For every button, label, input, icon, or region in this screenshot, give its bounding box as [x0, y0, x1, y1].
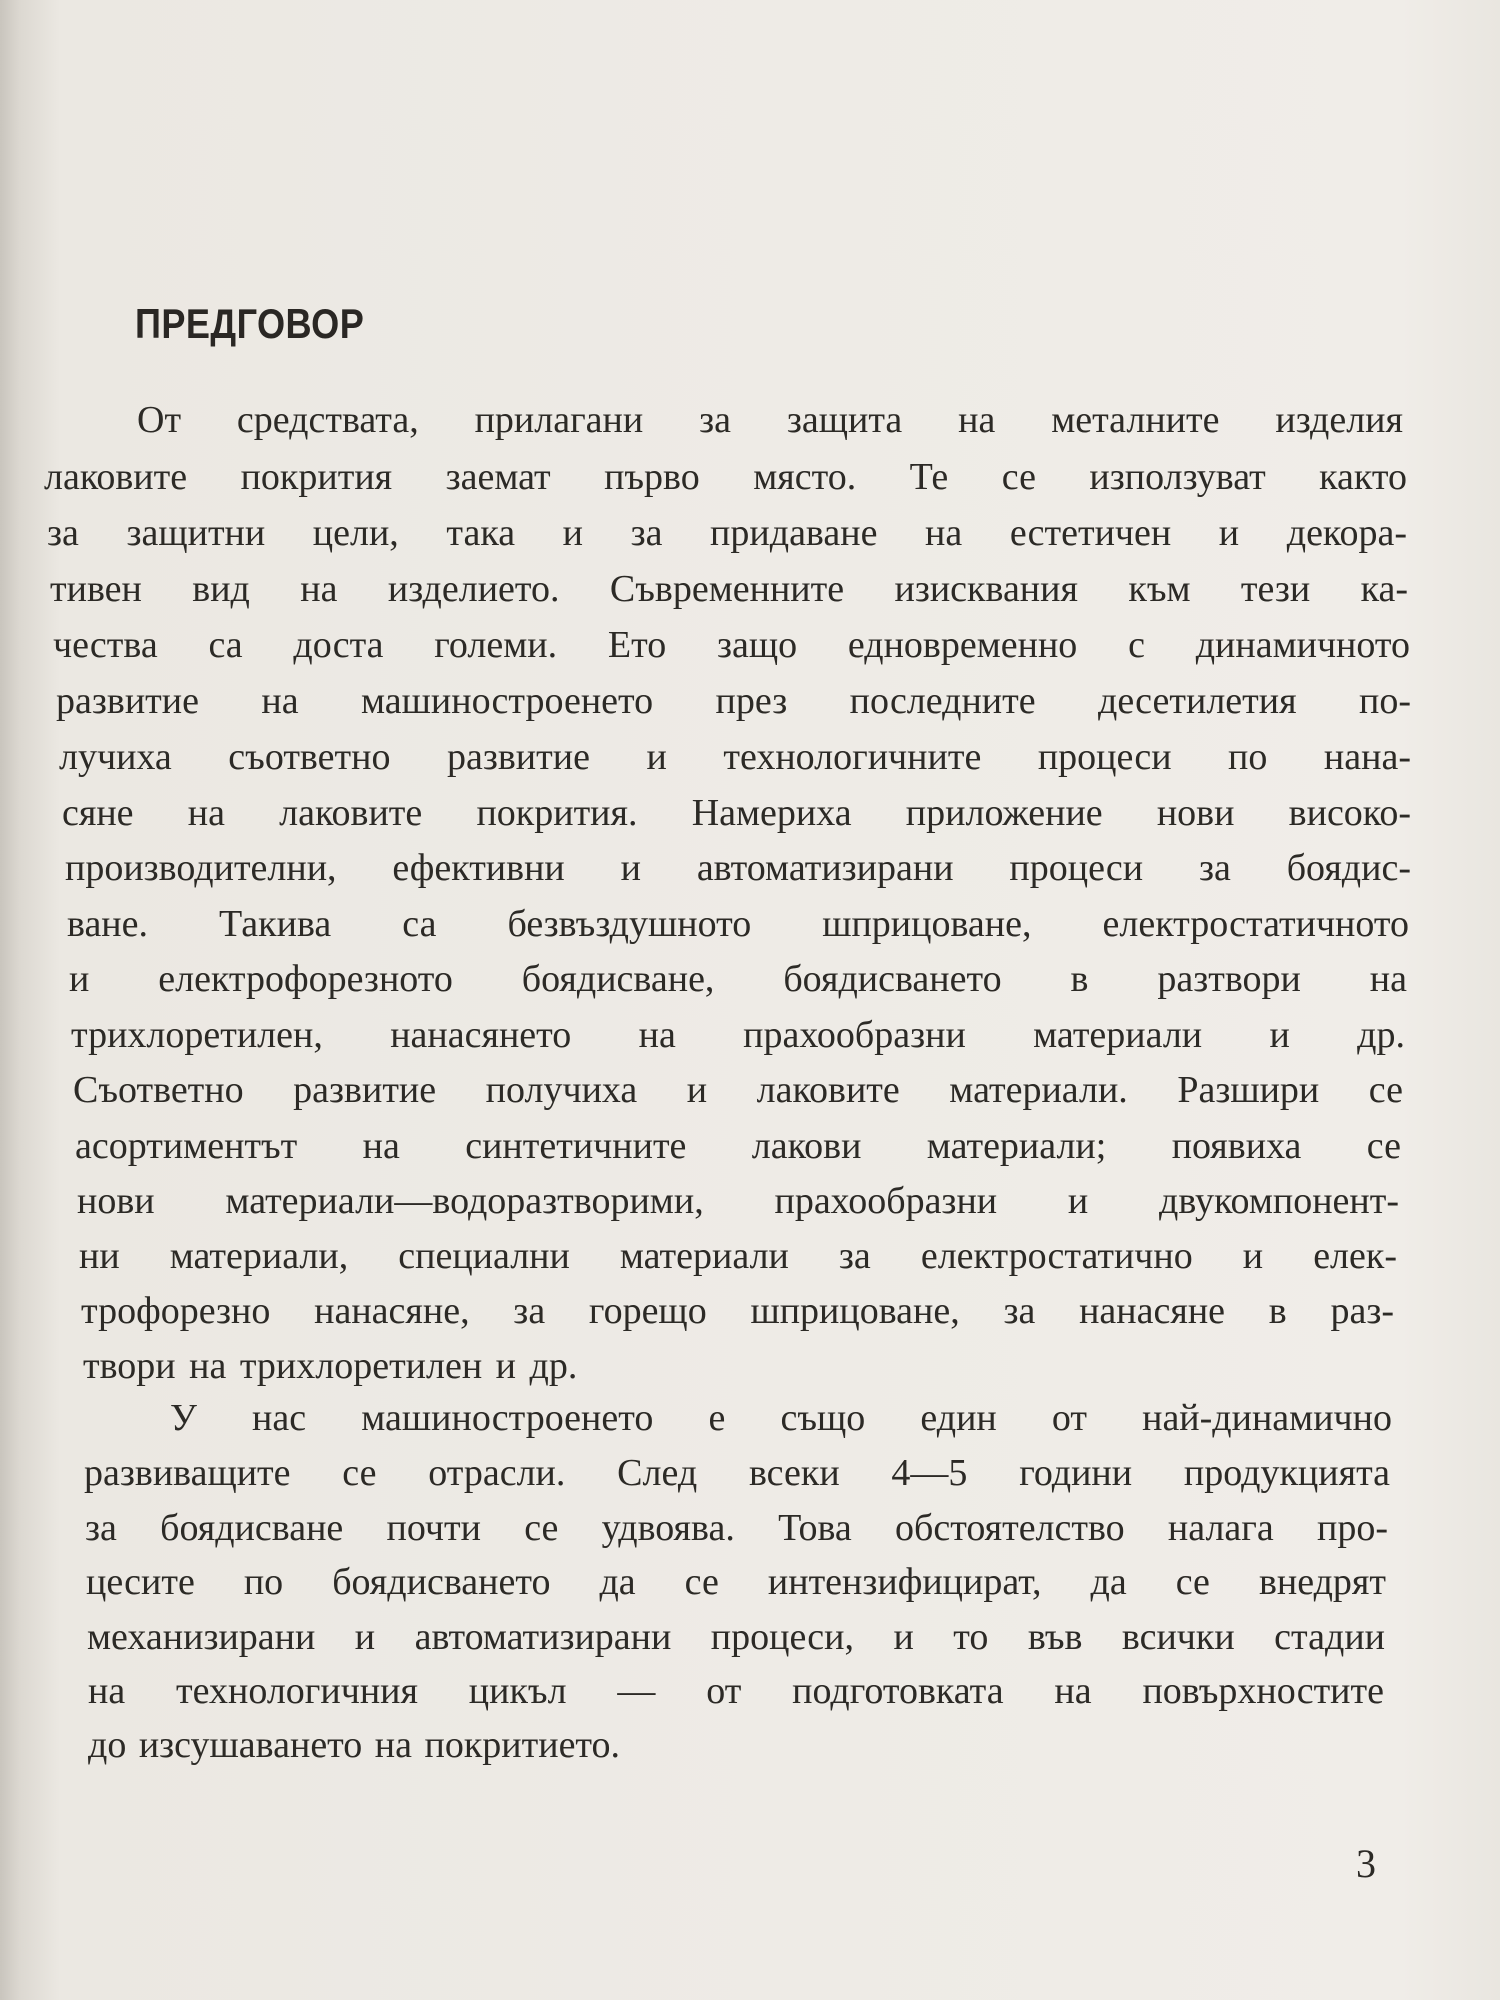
paragraph-2-line: на технологичния цикъл — от подготовката на повърхностите	[88, 1670, 1384, 1712]
page-number: 3	[1356, 1841, 1376, 1886]
paragraph-1-line: чества са доста големи. Ето защо едновременно с динамичното	[53, 624, 1410, 666]
paragraph-1-line: лучиха съответно развитие и технологичните процеси по нана-	[59, 736, 1411, 778]
paragraph-1-line: за защитни цели, така и за придаване на естетичен и декора-	[47, 512, 1407, 554]
paragraph-1-line: ване. Такива са безвъздушното шприцоване, електростатичното	[67, 903, 1409, 945]
paragraph-1-line: ни материали, специални материали за електростатично и елек-	[79, 1235, 1397, 1277]
page-heading: ПРЕДГОВОР	[135, 300, 365, 347]
paragraph-1-line: производителни, ефективни и автоматизирани процеси за боядис-	[65, 847, 1411, 889]
paragraph-1-line: трихлоретилен, нанасянето на прахообразни материали и др.	[71, 1014, 1405, 1056]
paragraph-1-line: твори на трихлоретилен и др.	[83, 1345, 578, 1387]
paragraph-1-line: асортиментът на синтетичните лакови материали; появиха се	[75, 1125, 1401, 1167]
paragraph-2-line: до изсушаването на покритието.	[88, 1724, 621, 1766]
paragraph-2-line: цесите по боядисването да се интензифицират, да се внедрят	[86, 1561, 1386, 1603]
paragraph-2-line: развиващите се отрасли. След всеки 4—5 години продукцията	[84, 1452, 1390, 1494]
paragraph-1-line: трофорезно нанасяне, за горещо шприцоване, за нанасяне в раз-	[81, 1290, 1394, 1332]
paragraph-1-line: От средствата, прилагани за защита на металните изделия	[137, 399, 1403, 441]
paragraph-2-line: У нас машиностроенето е също един от най-динамично	[170, 1397, 1392, 1439]
paragraph-1-line: Съответно развитие получиха и лаковите материали. Разшири се	[73, 1069, 1403, 1111]
paragraph-2-line: за боядисване почти се удвоява. Това обстоятелство налага про-	[85, 1507, 1388, 1549]
paragraph-1-line: тивен вид на изделието. Съвременните изисквания към тези ка-	[50, 568, 1408, 610]
paragraph-1-line: сяне на лаковите покрития. Намериха приложение нови високо-	[62, 792, 1411, 834]
paragraph-1-line: нови материали—водоразтворими, прахообразни и двукомпонент-	[77, 1180, 1399, 1222]
paragraph-1-line: лаковите покрития заемат първо място. Те се използуват както	[44, 456, 1407, 498]
paragraph-1-line: развитие на машиностроенето през последните десетилетия по-	[56, 680, 1411, 722]
paragraph-1-line: и електрофорезното боядисване, боядисването в разтвори на	[69, 958, 1407, 1000]
paragraph-2-line: механизирани и автоматизирани процеси, и то във всички стадии	[87, 1616, 1385, 1658]
